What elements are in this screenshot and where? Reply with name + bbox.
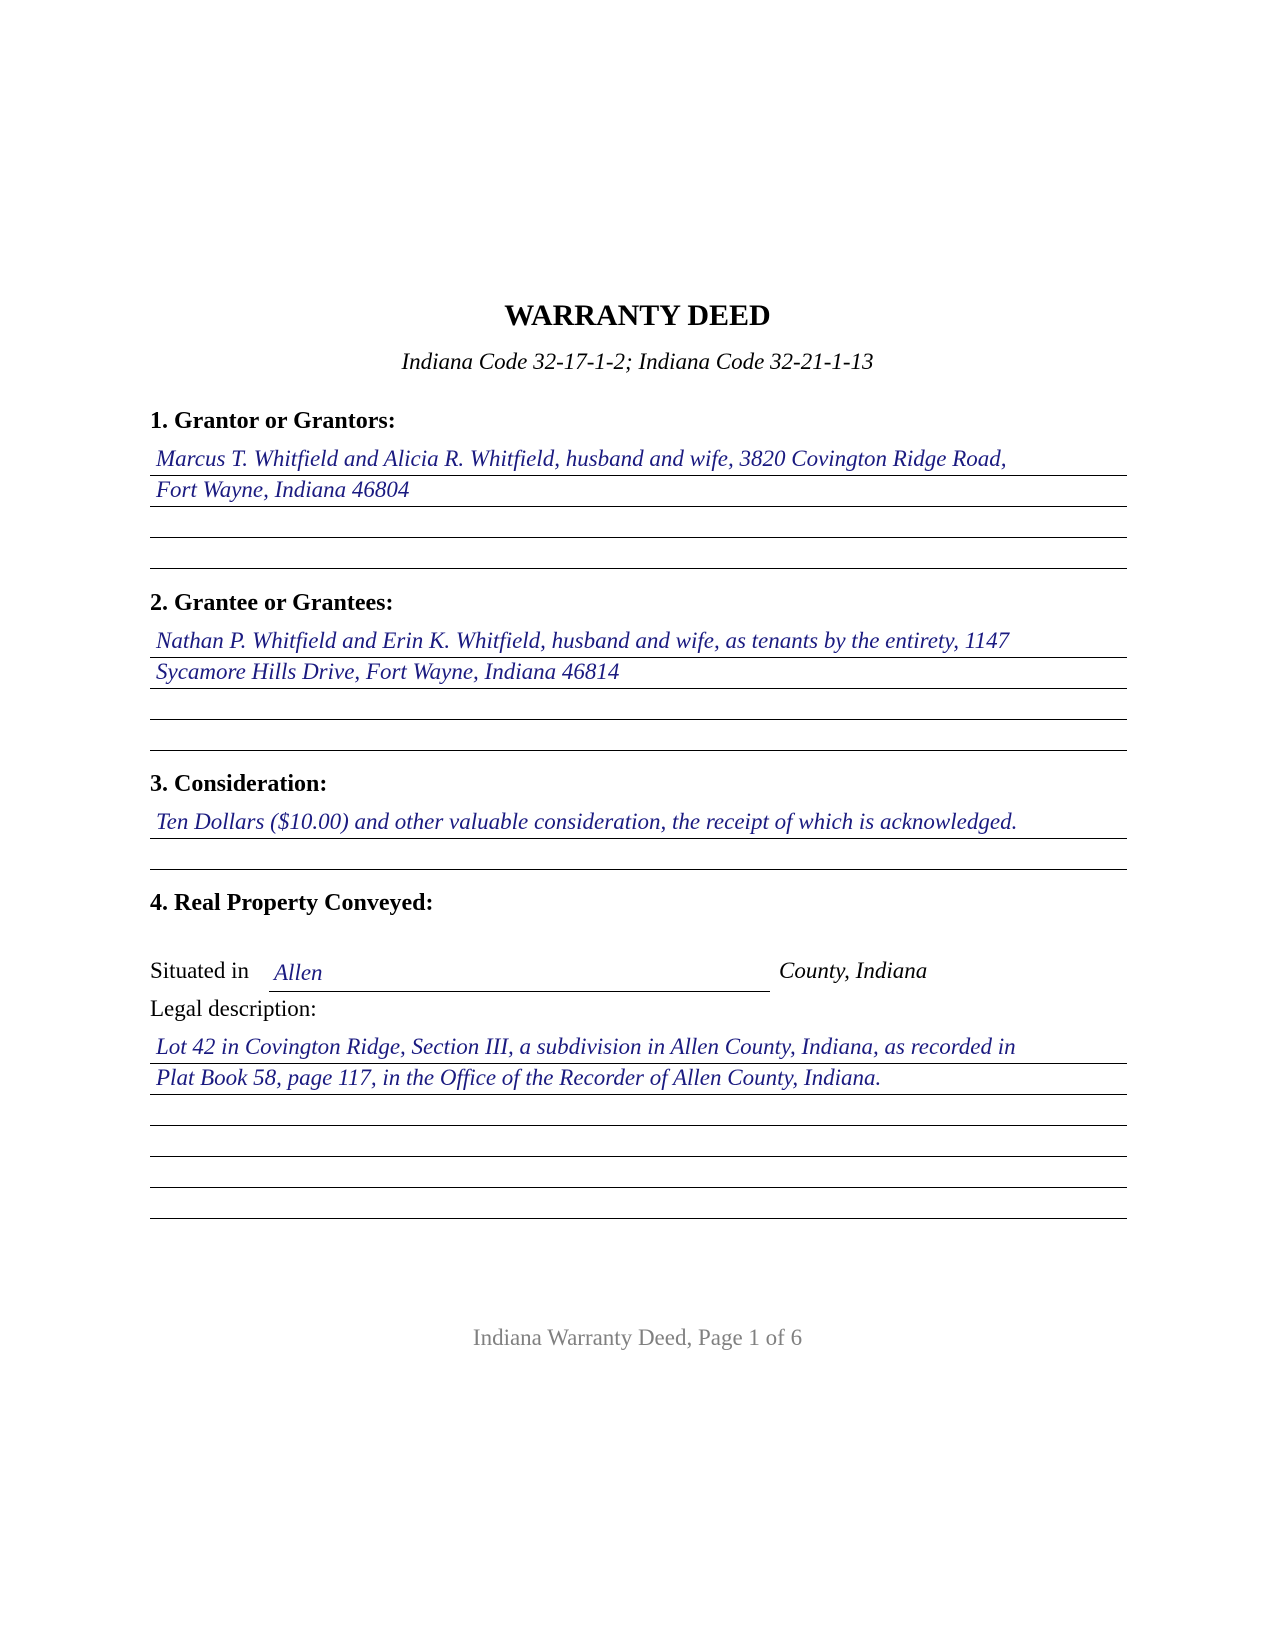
grantor-line-2-text: Fort Wayne, Indiana 46804	[156, 477, 410, 502]
grantee-line-1[interactable]	[150, 628, 1127, 658]
situated-in-label: Situated in	[150, 958, 250, 983]
consideration-line-2[interactable]	[150, 840, 1127, 870]
grantor-line-2[interactable]	[150, 477, 1127, 507]
grantee-heading: 2. Grantee or Grantees:	[150, 590, 394, 616]
grantee-line-2[interactable]	[150, 659, 1127, 689]
legal-line-6[interactable]	[150, 1189, 1127, 1219]
legal-line-1[interactable]	[150, 1034, 1127, 1064]
legal-line-1-text: Lot 42 in Covington Ridge, Section III, a subdivision in Allen County, Indiana, as recorded in	[156, 1034, 1016, 1059]
consideration-line-1-text: Ten Dollars ($10.00) and other valuable consideration, the receipt of which is acknowledged.	[156, 809, 1018, 834]
legal-line-2[interactable]	[150, 1065, 1127, 1095]
county-field[interactable]	[269, 950, 770, 992]
page-footer: Indiana Warranty Deed, Page 1 of 6	[472, 1325, 803, 1350]
grantee-line-4[interactable]	[150, 721, 1127, 751]
county-value: Allen	[274, 960, 323, 985]
consideration-heading: 3. Consideration:	[150, 771, 328, 797]
grantor-line-1[interactable]	[150, 446, 1127, 476]
grantee-line-2-text: Sycamore Hills Drive, Fort Wayne, Indiana 46814	[156, 659, 620, 684]
document-subtitle: Indiana Code 32-17-1-2; Indiana Code 32-21-1-13	[401, 349, 874, 374]
legal-line-3[interactable]	[150, 1096, 1127, 1126]
grantee-line-1-text: Nathan P. Whitfield and Erin K. Whitfield, husband and wife, as tenants by the entirety, 1147	[156, 628, 1010, 653]
legal-description-label: Legal description:	[150, 996, 317, 1021]
grantor-heading: 1. Grantor or Grantors:	[150, 408, 396, 434]
legal-line-4[interactable]	[150, 1127, 1127, 1157]
grantor-line-1-text: Marcus T. Whitfield and Alicia R. Whitfield, husband and wife, 3820 Covington Ridge Road,	[156, 446, 1007, 471]
document-title: WARRANTY DEED	[504, 299, 771, 332]
county-suffix-label: County, Indiana	[779, 958, 928, 983]
legal-line-2-text: Plat Book 58, page 117, in the Office of the Recorder of Allen County, Indiana.	[156, 1065, 882, 1090]
grantor-line-3[interactable]	[150, 508, 1127, 538]
grantee-line-3[interactable]	[150, 690, 1127, 720]
grantor-line-4[interactable]	[150, 539, 1127, 569]
consideration-line-1[interactable]	[150, 809, 1127, 839]
property-heading: 4. Real Property Conveyed:	[150, 890, 434, 916]
legal-line-5[interactable]	[150, 1158, 1127, 1188]
